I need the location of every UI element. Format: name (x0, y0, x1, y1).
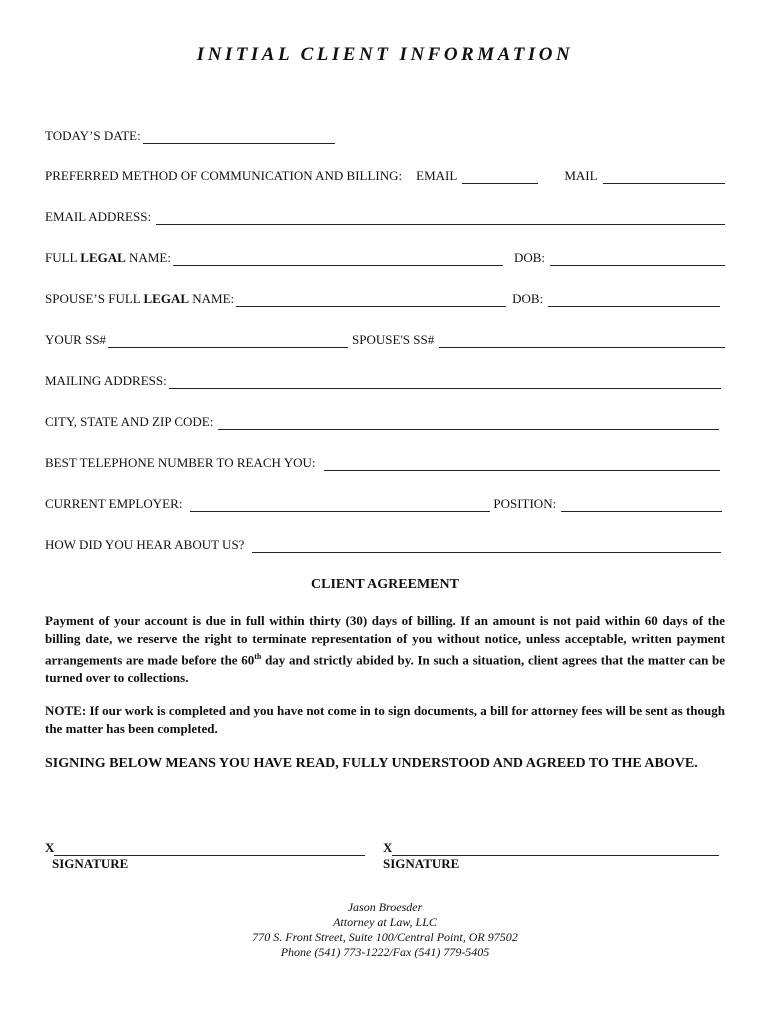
ss-row (45, 332, 725, 348)
acknowledgement-paragraph: SIGNING BELOW MEANS YOU HAVE READ, FULLY UNDERSTOOD AND AGREED TO THE ABOVE. (45, 756, 698, 771)
referral-label: HOW DID YOU HEAR ABOUT US? (45, 537, 245, 552)
attorney-firm: Attorney at Law, LLC (333, 915, 437, 929)
city-state-zip-field[interactable] (218, 417, 719, 430)
referral-row (45, 537, 721, 553)
mail-option-label: MAIL (564, 168, 598, 183)
current-employer-label: CURRENT EMPLOYER: (45, 496, 183, 511)
preferred-method-row (45, 168, 725, 184)
employer-row (45, 496, 722, 512)
todays-date-field[interactable] (143, 131, 335, 144)
spouse-name-row (45, 291, 720, 307)
signature-field-right[interactable] (392, 843, 719, 856)
email-option-label: EMAIL (416, 168, 458, 183)
mailing-address-row (45, 373, 721, 389)
signature-mark-right: X (383, 840, 393, 855)
signature-label-left: SIGNATURE (52, 856, 129, 871)
attorney-address: 770 S. Front Street, Suite 100/Central Point, OR 97502 (252, 930, 518, 944)
best-phone-label: BEST TELEPHONE NUMBER TO REACH YOU: (45, 455, 316, 470)
mail-option-field[interactable] (603, 171, 725, 184)
dob-field[interactable] (550, 253, 725, 266)
signature-label-right: SIGNATURE (383, 856, 460, 871)
spouse-name-label: SPOUSE’S FULL LEGAL NAME: (45, 291, 235, 306)
preferred-method-label: PREFERRED METHOD OF COMMUNICATION AND BILLING: (45, 168, 403, 183)
spouse-ss-field[interactable] (439, 335, 725, 348)
email-address-field[interactable] (156, 212, 725, 225)
signature-field-left[interactable] (54, 843, 365, 856)
your-ss-field[interactable] (108, 335, 348, 348)
best-phone-field[interactable] (324, 458, 721, 471)
client-agreement-heading: CLIENT AGREEMENT (311, 577, 459, 592)
attorney-name: Jason Broesder (347, 900, 423, 914)
mailing-address-label: MAILING ADDRESS: (45, 373, 167, 388)
best-phone-row (45, 455, 720, 471)
todays-date-row (45, 128, 335, 144)
mailing-address-field[interactable] (169, 376, 721, 389)
email-address-row (45, 209, 725, 225)
spouse-ss-label: SPOUSE'S SS# (352, 332, 435, 347)
position-field[interactable] (561, 499, 722, 512)
attorney-footer (0, 900, 770, 960)
document-title: INITIAL CLIENT INFORMATION (196, 44, 574, 65)
signature-mark-left: X (45, 840, 55, 855)
full-name-row (45, 250, 725, 266)
attorney-phone: Phone (541) 773-1222/Fax (541) 779-5405 (280, 945, 490, 959)
signature-line-left[interactable] (45, 840, 365, 856)
your-ss-label: YOUR SS# (45, 332, 107, 347)
note-paragraph: NOTE: If our work is completed and you have not come in to sign documents, a bill for attorney fees will be sent as though the matter has been completed. (45, 703, 725, 736)
email-option-field[interactable] (462, 171, 538, 184)
spouse-dob-label: DOB: (512, 291, 544, 306)
referral-field[interactable] (252, 540, 721, 553)
spouse-dob-field[interactable] (548, 294, 720, 307)
spouse-name-field[interactable] (236, 294, 506, 307)
signature-line-right[interactable] (383, 840, 719, 856)
payment-terms-paragraph: Payment of your account is due in full within thirty (30) days of billing. If an amount is not paid within 60 days of the billing date, we reserve the right to terminate representation of you without notice, unless acceptable, written payment arrangements are made before the 60th day and strictly abided by. In such a situation, client agrees that the matter can be turned over to collections. (45, 613, 725, 686)
city-state-zip-label: CITY, STATE AND ZIP CODE: (45, 414, 214, 429)
todays-date-label: TODAY’S DATE: (45, 128, 141, 143)
city-state-zip-row (45, 414, 719, 430)
email-address-label: EMAIL ADDRESS: (45, 209, 152, 224)
full-name-label: FULL LEGAL NAME: (45, 250, 171, 265)
position-label: POSITION: (493, 496, 557, 511)
dob-label: DOB: (513, 250, 545, 265)
current-employer-field[interactable] (190, 499, 490, 512)
full-name-field[interactable] (173, 253, 503, 266)
